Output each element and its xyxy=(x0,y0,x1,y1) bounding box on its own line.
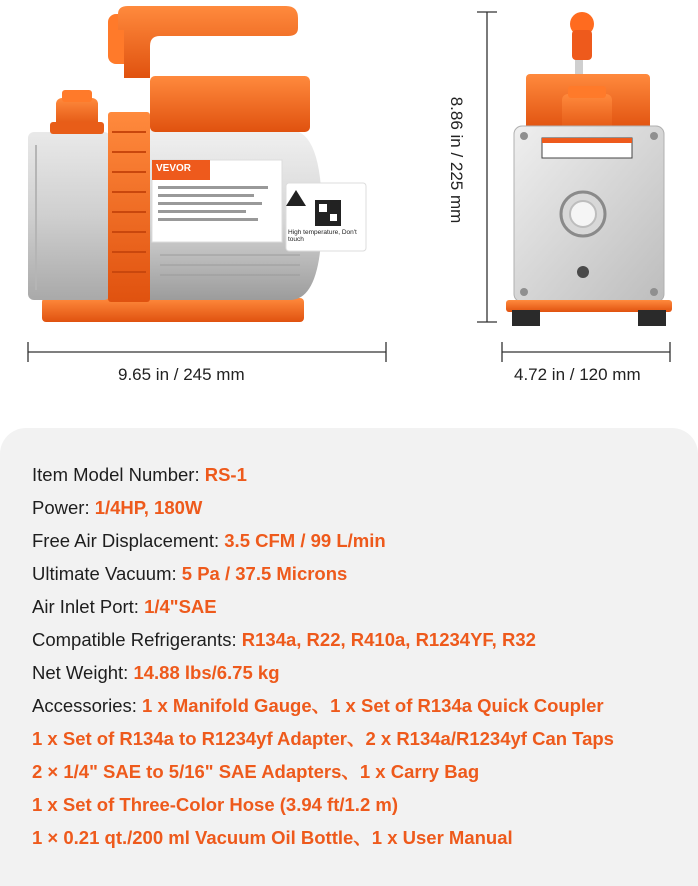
brand-logo: VEVOR xyxy=(156,163,192,174)
depth-dimension-line xyxy=(502,342,670,362)
width-dimension-line xyxy=(28,342,386,362)
spec-label: Free Air Displacement: xyxy=(32,530,220,551)
pump-side-view xyxy=(28,6,366,322)
spec-value: 5 Pa / 37.5 Microns xyxy=(181,563,348,584)
accessory-line-row xyxy=(32,722,682,755)
accessory-line: 1 x Manifold Gauge、1 x Set of R134a Quick Coupler xyxy=(142,695,604,716)
pump-drawings xyxy=(0,0,698,420)
pump-front-view xyxy=(506,12,672,326)
height-dimension-label: 8.86 in / 225 mm xyxy=(447,96,466,224)
capacitor-box xyxy=(150,76,310,132)
spec-value: 1/4HP, 180W xyxy=(94,497,203,518)
carry-handle xyxy=(118,6,298,78)
spec-row-air-inlet xyxy=(32,590,682,623)
accessory-line: 2 × 1/4" SAE to 5/16" SAE Adapters、1 x Carry Bag xyxy=(32,761,480,782)
spec-label: Net Weight: xyxy=(32,662,129,683)
accessory-line: 1 x Set of R134a to R1234yf Adapter、2 x R134a/R1234yf Can Taps xyxy=(32,728,614,749)
height-dimension-line xyxy=(477,12,497,322)
base-plate xyxy=(42,298,304,322)
spec-panel xyxy=(0,428,698,886)
spec-value: 3.5 CFM / 99 L/min xyxy=(224,530,386,551)
spec-row-model xyxy=(32,458,682,491)
accessory-line: 1 x Set of Three-Color Hose (3.94 ft/1.2 m) xyxy=(32,794,398,815)
spec-label: Item Model Number: xyxy=(32,464,200,485)
drain-plug xyxy=(577,266,589,278)
product-illustration xyxy=(0,0,698,420)
spec-label: Accessories: xyxy=(32,695,137,716)
accessory-line-row xyxy=(32,788,682,821)
spec-value: R134a, R22, R410a, R1234YF, R32 xyxy=(241,629,536,650)
spec-label: Ultimate Vacuum: xyxy=(32,563,177,584)
spec-row-refrigerants xyxy=(32,623,682,656)
accessory-line-row xyxy=(32,821,682,854)
warning-text: High temperature, Don't touch xyxy=(288,229,357,243)
spec-row-power xyxy=(32,491,682,524)
spec-row-accessories xyxy=(32,689,682,722)
width-dimension-label: 9.65 in / 245 mm xyxy=(118,365,245,384)
depth-dimension-label: 4.72 in / 120 mm xyxy=(514,365,641,384)
spec-row-air-displacement xyxy=(32,524,682,557)
accessory-line: 1 × 0.21 qt./200 ml Vacuum Oil Bottle、1 x User Manual xyxy=(32,827,513,848)
spec-value: 1/4"SAE xyxy=(144,596,217,617)
accessory-line-row xyxy=(32,755,682,788)
cooling-fins xyxy=(108,112,150,302)
spec-label: Compatible Refrigerants: xyxy=(32,629,237,650)
spec-value: 14.88 lbs/6.75 kg xyxy=(133,662,280,683)
spec-row-net-weight xyxy=(32,656,682,689)
spec-row-ultimate-vacuum xyxy=(32,557,682,590)
pump-block xyxy=(28,132,110,300)
spec-value: RS-1 xyxy=(204,464,247,485)
spec-list xyxy=(32,458,682,854)
spec-label: Air Inlet Port: xyxy=(32,596,139,617)
spec-label: Power: xyxy=(32,497,90,518)
